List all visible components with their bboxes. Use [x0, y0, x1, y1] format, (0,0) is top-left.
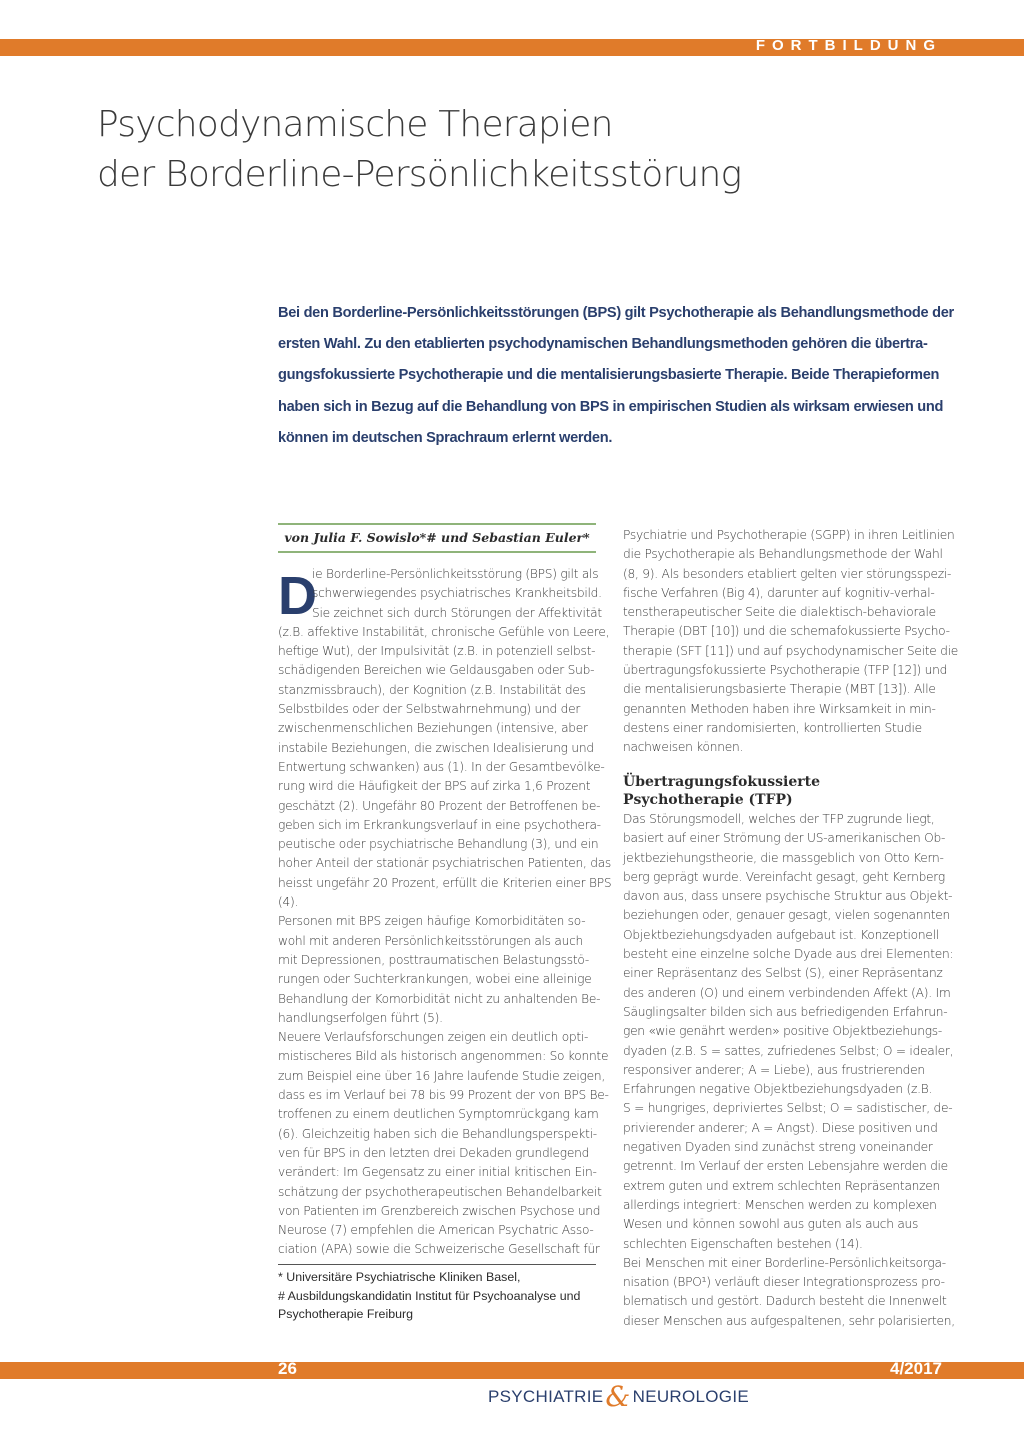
text-line: geschätzt (2). Ungefähr 80 Prozent der Betroffenen be- [278, 798, 601, 813]
text-line: Personen mit BPS zeigen häufige Komorbiditäten so- [278, 914, 586, 929]
journal-logo [488, 1380, 749, 1413]
text-line: privierender anderer; A = Angst). Diese positiven und [623, 1120, 938, 1135]
issue-number: 4/2017 [890, 1359, 942, 1378]
text-line: schwerwiegendes psychiatrisches Krankheitsbild. [312, 586, 602, 601]
text-line: troffenen zu einem deutlichen Symptomrückgang kam [278, 1107, 599, 1122]
text-line: heftige Wut), der Impulsivität (z.B. in potenziell selbst- [278, 644, 596, 659]
text-line: blematisch und gestört. Dadurch besteht die Innenwelt [623, 1294, 947, 1309]
text-line: rung wird die Häufigkeit der BPS auf zirka 1,6 Prozent [278, 779, 591, 794]
journal-ampersand: & [605, 1380, 631, 1413]
text-line: die Psychotherapie als Behandlungsmethode der Wahl [623, 547, 943, 562]
text-line: (z.B. affektive Instabilität, chronische Gefühle von Leere, [278, 624, 610, 639]
text-line: Neuere Verlaufsforschungen zeigen ein deutlich opti- [278, 1030, 589, 1045]
text-line: mistischeres Bild als historisch angenommen: So konnte [278, 1049, 609, 1064]
text-line: einer Repräsentanz des Selbst (S), einer Repräsentanz [623, 966, 943, 981]
text-line: peutische oder psychiatrische Behandlung (3), und ein [278, 837, 599, 852]
subheading-line-1: Übertragungsfokussierte [623, 774, 820, 790]
text-line: hoher Anteil der stationär psychiatrischen Patienten, das [278, 856, 612, 871]
text-line: Entwertung schwanken) aus (1). In der Gesamtbevölke- [278, 759, 605, 774]
text-line: gen «wie genährt werden» positive Objektbeziehungs- [623, 1024, 943, 1039]
text-line: Wesen und können sowohl aus guten als auch aus [623, 1217, 919, 1232]
text-line: mit Depressionen, posttraumatischen Belastungsstö- [278, 952, 589, 967]
right-column-top [623, 526, 959, 758]
left-column [278, 565, 612, 1260]
text-line: Säuglingsalter bilden sich aus befriedigenden Erfahrun- [623, 1004, 948, 1019]
text-line: schädigenden Bereichen wie Geldausgaben oder Sub- [278, 663, 595, 678]
lead-paragraph [278, 298, 954, 454]
text-line: ven für BPS in den letzten drei Dekaden grundlegend [278, 1145, 590, 1160]
text-line: getrennt. Im Verlauf der ersten Lebensjahre werden die [623, 1159, 948, 1174]
footnotes [278, 1268, 598, 1324]
text-line: ie Borderline-Persönlichkeitsstörung (BPS) gilt als [312, 567, 599, 581]
title-line-2: der Borderline-Persönlichkeitsstörung [97, 154, 742, 195]
text-line: allerdings integriert: Menschen werden zu komplexen [623, 1197, 937, 1212]
text-line: genannten Methoden haben ihre Wirksamkeit in min- [623, 701, 936, 716]
text-line: (4). [278, 895, 299, 910]
text-line: schätzung der psychotherapeutischen Behandelbarkeit [278, 1184, 602, 1199]
footnote: # Ausbildungskandidatin Institut für Psychoanalyse und [278, 1288, 581, 1303]
text-line: heisst ungefähr 20 Prozent, erfüllt die Kriterien einer BPS [278, 875, 612, 890]
footnote: * Universitäre Psychiatrische Kliniken Basel, [278, 1270, 521, 1284]
text-line: von Patienten im Grenzbereich zwischen Psychose und [278, 1203, 601, 1218]
text-line: Psychiatrie und Psychotherapie (SGPP) in ihren Leitlinien [623, 528, 955, 542]
text-line: Selbstbildes oder der Selbstwahrnehmung) und der [278, 702, 581, 717]
text-line: ciation (APA) sowie die Schweizerische Gesellschaft für [278, 1242, 600, 1257]
text-line: Behandlung der Komorbidität nicht zu anhaltenden Be- [278, 991, 601, 1006]
text-line: beziehungen oder, genauer gesagt, vielen sogenannten [623, 908, 950, 923]
text-line: tenstherapeutischer Seite die dialektisch-behaviorale [623, 605, 936, 620]
text-line: instabile Beziehungen, die zwischen Idealisierung und [278, 740, 594, 755]
footnote: Psychotherapie Freiburg [278, 1307, 413, 1321]
journal-name-right: NEUROLOGIE [632, 1387, 749, 1406]
text-line: des anderen (O) und einem verbindenden Affekt (A). Im [623, 985, 951, 1000]
text-line: Sie zeichnet sich durch Störungen der Affektivität [312, 605, 602, 620]
right-column-bottom [623, 810, 955, 1331]
text-line: übertragungsfokussierte Psychotherapie (TFP [12]) und [623, 663, 948, 678]
text-line: basiert auf einer Strömung der US-amerikanischen Ob- [623, 831, 946, 846]
section-label: FORTBILDUNG [755, 37, 942, 54]
text-line: berg geprägt wurde. Vereinfacht gesagt, geht Kernberg [623, 869, 945, 884]
subheading [623, 773, 943, 809]
text-line: fische Verfahren (Big 4), darunter auf kognitiv-verhal- [623, 585, 935, 600]
text-line: Objektbeziehungsdyaden aufgebaut ist. Konzeptionell [623, 927, 939, 942]
article-title [97, 100, 917, 200]
page-number: 26 [278, 1359, 297, 1378]
lead-line: ersten Wahl. Zu den etablierten psychodynamischen Behandlungsmethoden gehören die übertra- [278, 336, 928, 353]
text-line: dass es im Verlauf bei 78 bis 99 Prozent der von BPS Be- [278, 1088, 609, 1103]
text-line: stanzmissbrauch), der Kognition (z.B. Instabilität des [278, 682, 586, 697]
text-line: Bei Menschen mit einer Borderline-Persönlichkeitsorga- [623, 1255, 946, 1270]
text-line: die mentalisierungsbasierte Therapie (MBT [13]). Alle [623, 682, 936, 697]
text-line: S = hungriges, depriviertes Selbst; O = sadistischer, de- [623, 1101, 953, 1116]
byline: von Julia F. Sowislo*# und Sebastian Euler* [284, 530, 590, 545]
text-line: jektbeziehungstheorie, die massgeblich von Otto Kern- [623, 850, 944, 865]
text-line: Neurose (7) empfehlen die American Psychatric Asso- [278, 1223, 594, 1238]
text-line: verändert: Im Gegensatz zu einer initial kritischen Ein- [278, 1165, 597, 1180]
text-line: extrem guten und extrem schlechten Repräsentanzen [623, 1178, 941, 1193]
text-line: destens einer randomisierten, kontrollierten Studie [623, 720, 922, 735]
text-line: nachweisen können. [623, 740, 744, 755]
journal-name-left: PSYCHIATRIE [488, 1387, 604, 1406]
text-line: zwischenmenschlichen Beziehungen (intensive, aber [278, 721, 588, 736]
footnote-rule [278, 1264, 596, 1265]
footer-bar [0, 1362, 1024, 1379]
lead-line: können im deutschen Sprachraum erlernt werden. [278, 429, 613, 446]
text-line: (8, 9). Als besonders etabliert gelten vier störungsspezi- [623, 566, 952, 581]
text-line: geben sich im Erkrankungsverlauf in eine psychothera- [278, 817, 601, 832]
text-line: davon aus, dass unsere psychische Struktur aus Objekt- [623, 889, 953, 904]
text-line: besteht eine einzelne solche Dyade aus drei Elementen: [623, 947, 954, 962]
byline-rule-bottom [278, 551, 596, 553]
text-line: dieser Menschen aus aufgespaltenen, sehr polarisierten, [623, 1313, 955, 1328]
text-line: therapie (SFT [11]) und auf psychodynamischer Seite die [623, 643, 959, 658]
lead-line: haben sich in Bezug auf die Behandlung von BPS in empirischen Studien als wirksam erwiesen und [278, 398, 944, 415]
lead-line: gungsfokussierte Psychotherapie und die mentalisierungsbasierte Therapie. Beide Therapieformen [278, 367, 940, 384]
byline-rule-top [278, 523, 596, 525]
text-line: Erfahrungen negative Objektbeziehungsdyaden (z.B. [623, 1082, 933, 1097]
text-line: wohl mit anderen Persönlichkeitsstörungen als auch [278, 933, 584, 948]
lead-line: Bei den Borderline-Persönlichkeitsstörungen (BPS) gilt Psychotherapie als Behandlungsmethode der [278, 305, 954, 321]
subheading-line-2: Psychotherapie (TFP) [623, 792, 793, 808]
title-line-1: Psychodynamische Therapien [97, 104, 613, 145]
text-line: responsiver anderer; A = Liebe), aus frustrierenden [623, 1062, 925, 1077]
text-line: Therapie (DBT [10]) und die schemafokussierte Psycho- [623, 624, 950, 639]
text-line: (6). Gleichzeitig haben sich die Behandlungsperspekti- [278, 1126, 597, 1141]
text-line: Das Störungsmodell, welches der TFP zugrunde liegt, [623, 812, 935, 826]
text-line: zum Beispiel eine über 16 Jahre laufende Studie zeigen, [278, 1068, 605, 1083]
text-line: rungen oder Suchterkrankungen, wobei eine alleinige [278, 972, 592, 987]
text-line: schlechten Eigenschaften bestehen (14). [623, 1236, 863, 1251]
text-line: handlungserfolgen führt (5). [278, 1010, 443, 1025]
text-line: nisation (BPO¹) verläuft dieser Integrationsprozess pro- [623, 1275, 945, 1290]
drop-cap: D [278, 566, 317, 626]
text-line: negativen Dyaden sind zunächst streng voneinander [623, 1140, 933, 1155]
text-line: dyaden (z.B. S = sattes, zufriedenes Selbst; O = idealer, [623, 1043, 954, 1058]
